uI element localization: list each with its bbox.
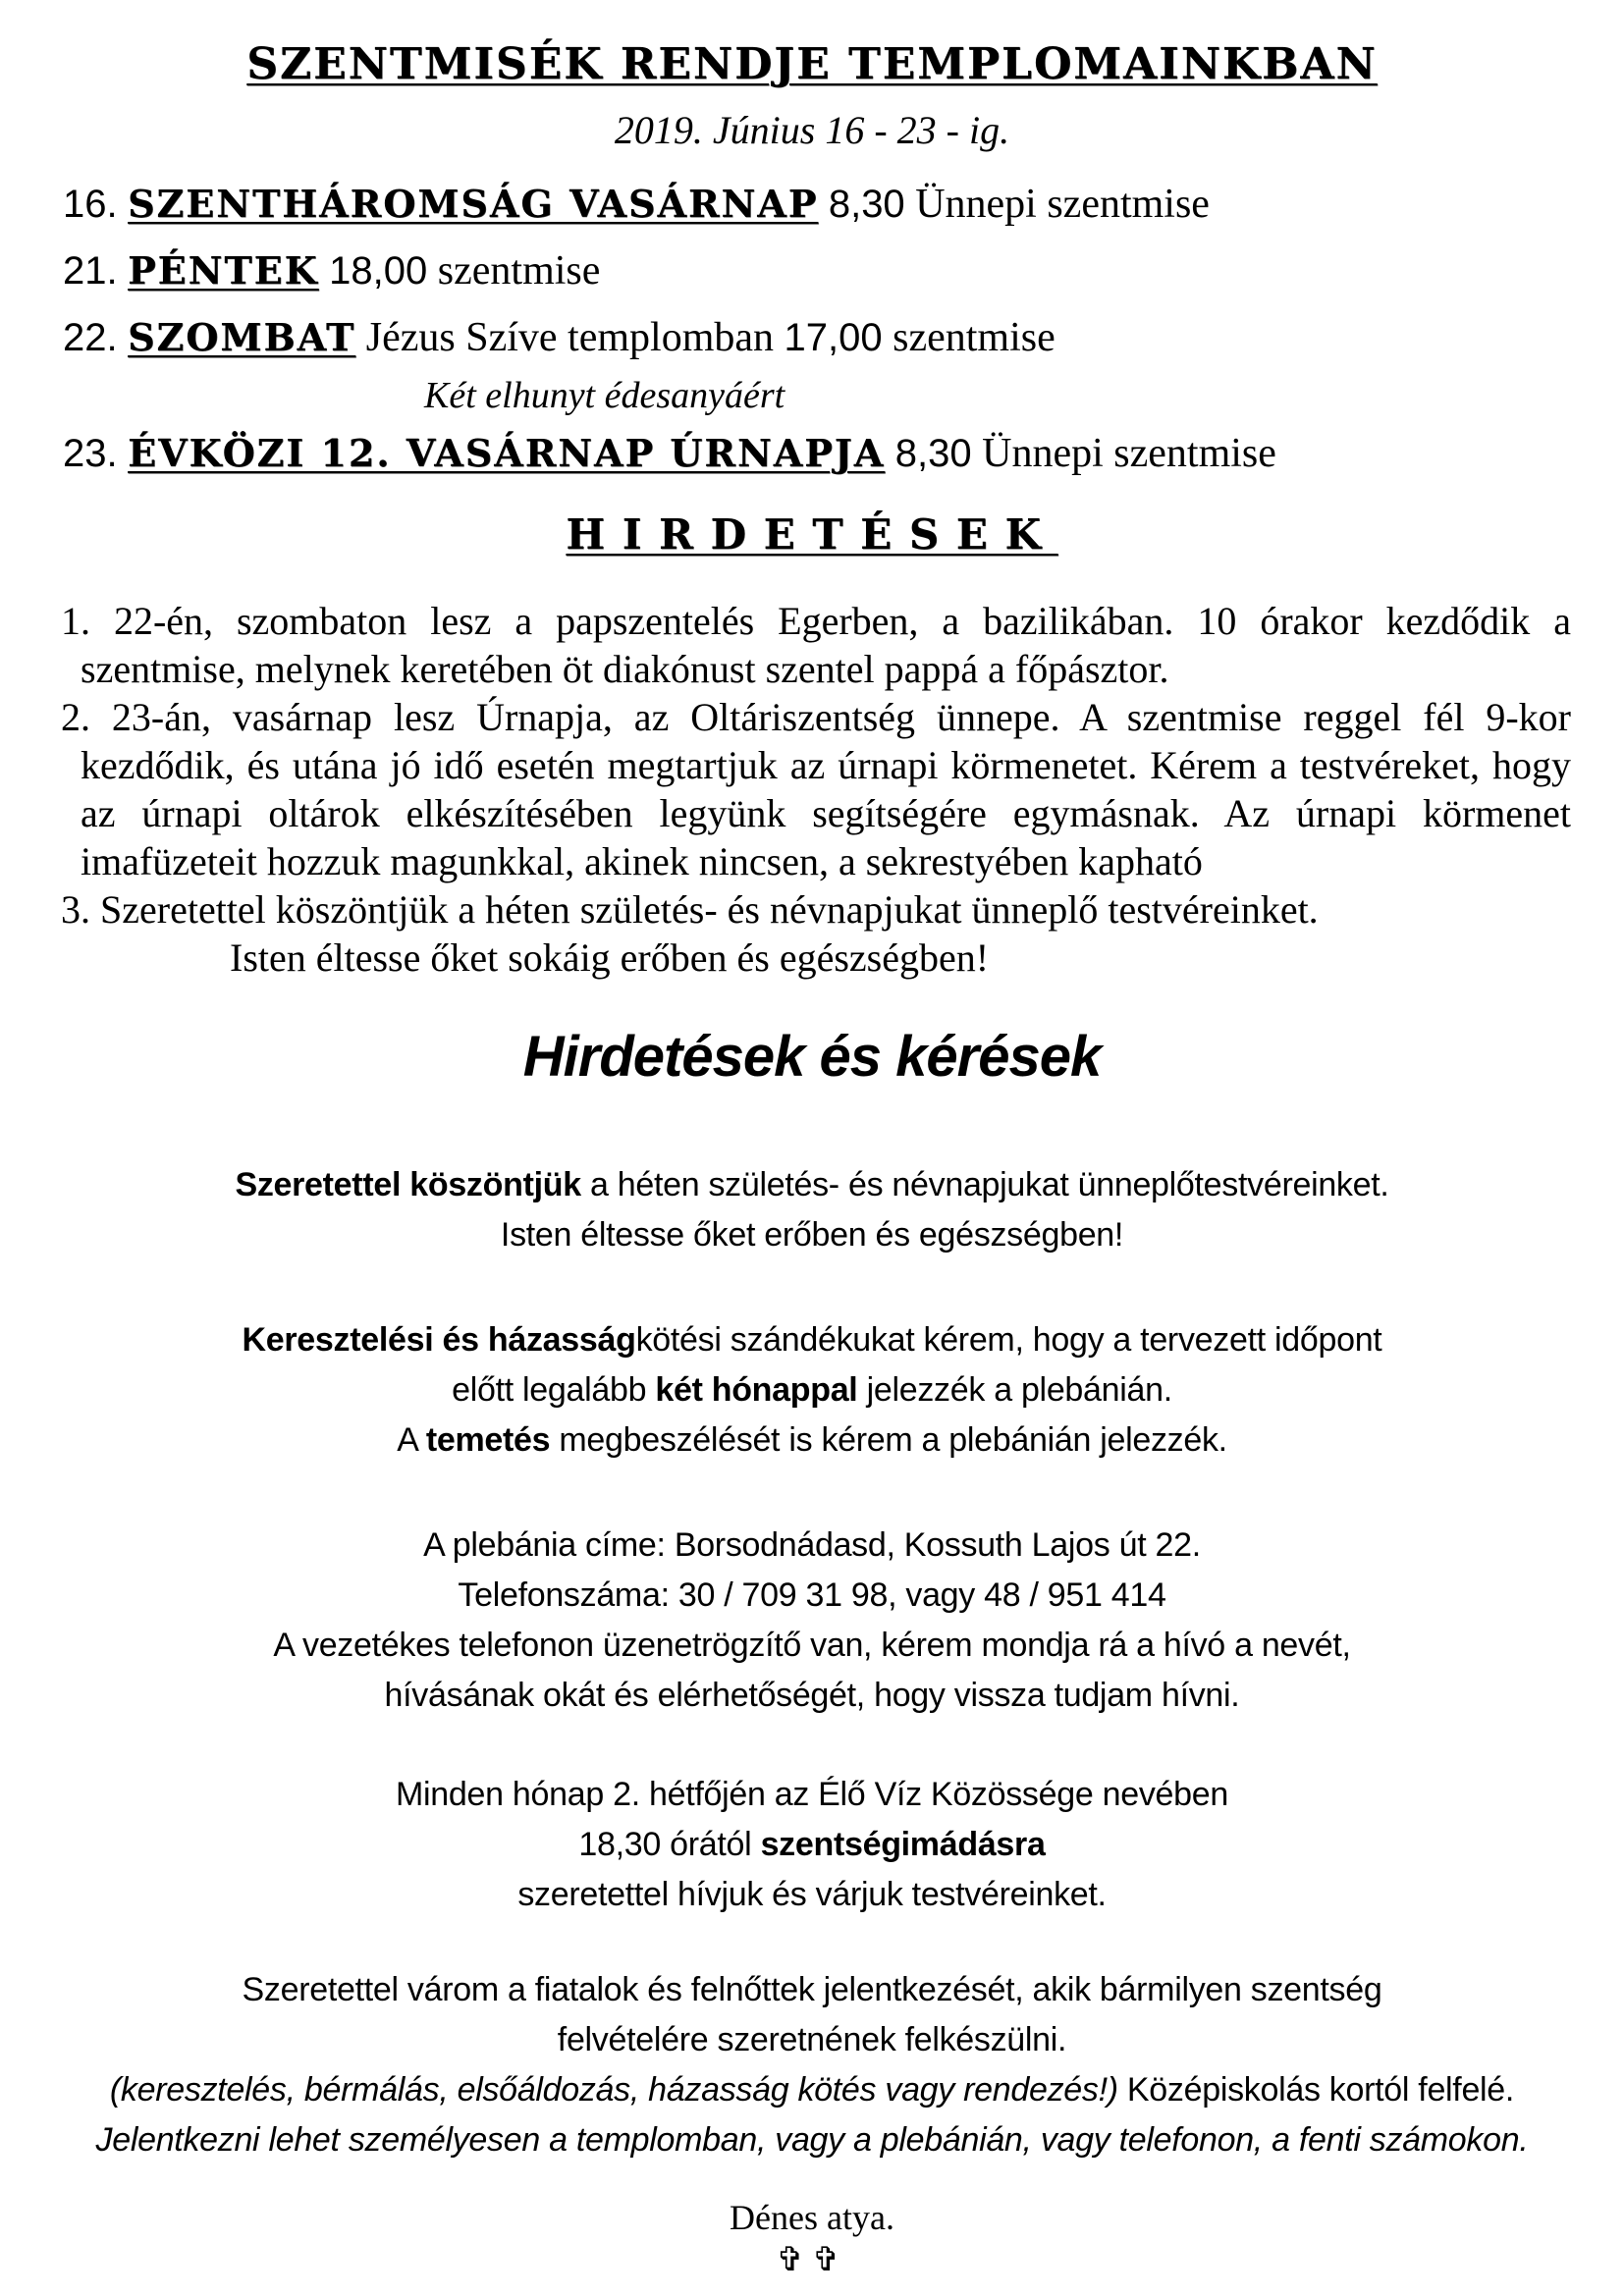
- mass-intention-note: Két elhunyt édesanyáért: [424, 375, 785, 416]
- sacraments-bold: Keresztelési és házasság: [242, 1321, 636, 1359]
- sacraments-post: megbeszélését is kérem a plebánián jelezzék.: [550, 1421, 1227, 1459]
- invitation-block: [53, 1965, 1571, 2165]
- schedule-day-name: ÉVKÖZI 12. VASÁRNAP ÚRNAPJA: [128, 431, 886, 475]
- adoration-line: [53, 1820, 1571, 1870]
- sacraments-line: [53, 1365, 1571, 1415]
- schedule-time: 18,00: [329, 249, 428, 293]
- contact-note-line: hívásának okát és elérhetőségét, hogy vissza tudjam hívni.: [384, 1677, 1240, 1714]
- schedule-row: [63, 238, 1571, 304]
- greeting-line: [53, 1160, 1571, 1210]
- schedule-time: 8,30: [894, 432, 972, 475]
- schedule-day-number: 23.: [63, 432, 118, 475]
- announcement-number: 3.: [61, 887, 90, 932]
- announcement-text: 22-én, szombaton lesz a papszentelés Egerben, a bazilikában. 10 órakor kezdődik a szentmise, melynek keretében öt diakónust szentel pappá a főpásztor.: [81, 599, 1571, 691]
- schedule-mass-type: Ünnepi szentmise: [982, 431, 1276, 476]
- schedule-day-name: SZENTHÁROMSÁG VASÁRNAP: [128, 182, 819, 226]
- schedule-row: [63, 420, 1571, 487]
- page-title: SZENTMISÉK RENDJE TEMPLOMAINKBAN: [246, 39, 1378, 89]
- greeting-block: [53, 1160, 1571, 1260]
- sacraments-line: [53, 1315, 1571, 1365]
- invitation-line: [53, 2065, 1571, 2115]
- contact-note-line: A vezetékes telefonon üzenetrögzítő van, kérem mondja rá a hívó a nevét,: [273, 1627, 1351, 1664]
- announcement-text: Szeretettel köszöntjük a héten születés- és névnapjukat ünneplő testvéreinket.: [100, 887, 1319, 932]
- announcement-text: 23-án, vasárnap lesz Úrnapja, az Oltáriszentség ünnepe. A szentmise reggel fél 9-kor kezdődik, és utána jó idő esetén megtartjuk az úrnapi körmenetet. Kérem a testvéreket, hogy az úrnapi oltárok elkészítésében legyünk segítségére egymásnak. Az úrnapi körmenet imafüzeteit hozzuk magunkkal, akinek nincsen, a sekrestyében kapható: [81, 695, 1572, 883]
- invitation-line: Jelentkezni lehet személyesen a templomban, vagy a plebánián, vagy telefonon, a fenti számokon.: [95, 2121, 1529, 2159]
- schedule-row: [63, 304, 1571, 371]
- sacraments-pre: A: [397, 1421, 426, 1459]
- announcements-closing: Isten éltesse őket sokáig erőben és egészségben!: [230, 935, 990, 980]
- schedule-day-number: 21.: [63, 249, 118, 293]
- adoration-line: szeretettel hívjuk és várjuk testvéreinket.: [517, 1876, 1107, 1913]
- invitation-rest: Középiskolás kortól felfelé.: [1117, 2071, 1515, 2109]
- requests-heading: Hirdetések és kérések: [522, 1025, 1102, 1089]
- adoration-bold: szentségimádásra: [760, 1826, 1046, 1863]
- cross-icon: ✞✞: [776, 2240, 848, 2279]
- invitation-line: Szeretettel várom a fiatalok és felnőttek jelentkezését, akik bármilyen szentség: [242, 1971, 1382, 2008]
- date-range: 2019. Június 16 - 23 - ig.: [614, 108, 1010, 152]
- sacraments-post: jelezzék a plebánián.: [857, 1371, 1172, 1409]
- adoration-pre: 18,30 órától: [578, 1826, 761, 1863]
- adoration-block: [53, 1770, 1571, 1920]
- parish-address: A plebánia címe: Borsodnádasd, Kossuth Lajos út 22.: [423, 1526, 1201, 1564]
- greeting-line: Isten éltesse őket erőben és egészségben!: [500, 1216, 1124, 1254]
- parish-phone: Telefonszáma: 30 / 709 31 98, vagy 48 / 951 414: [458, 1576, 1166, 1614]
- adoration-line: Minden hónap 2. hétfőjén az Élő Víz Közössége nevében: [396, 1776, 1228, 1813]
- sacraments-bold: temetés: [425, 1421, 551, 1459]
- invitation-italic: (keresztelés, bérmálás, elsőáldozás, házasság kötés vagy rendezés!): [109, 2071, 1118, 2109]
- sacraments-pre: előtt legalább: [452, 1371, 656, 1409]
- schedule-location: Jézus Szíve templomban: [365, 315, 775, 360]
- contact-block: [53, 1521, 1571, 1721]
- sacraments-rest: kötési szándékukat kérem, hogy a tervezett időpont: [635, 1321, 1382, 1359]
- schedule-time: 8,30: [828, 183, 905, 226]
- announcement-number: 2.: [61, 695, 90, 739]
- announcement-item: [53, 885, 1571, 934]
- announcements-heading: HIRDETÉSEK: [566, 510, 1058, 559]
- sacraments-line: [53, 1415, 1571, 1466]
- schedule-day-number: 22.: [63, 316, 118, 359]
- schedule-mass-type: szentmise: [437, 248, 601, 294]
- schedule-day-name: SZOMBAT: [128, 315, 356, 359]
- schedule-day-name: PÉNTEK: [128, 248, 319, 293]
- signature: Dénes atya.: [730, 2198, 894, 2237]
- invitation-line: felvételére szeretnének felkészülni.: [557, 2021, 1067, 2058]
- greeting-rest: a héten születés- és névnapjukat ünneplőtestvéreinket.: [580, 1166, 1389, 1203]
- schedule-time: 17,00: [784, 316, 883, 359]
- announcement-item: [53, 693, 1571, 885]
- greeting-bold: Szeretettel köszöntjük: [235, 1166, 581, 1203]
- schedule-mass-type: Ünnepi szentmise: [915, 182, 1210, 227]
- announcements-list: [53, 597, 1571, 982]
- schedule-day-number: 16.: [63, 183, 118, 226]
- schedule-row: [63, 171, 1571, 238]
- schedule-mass-type: szentmise: [893, 315, 1056, 360]
- sacraments-bold: két hónappal: [655, 1371, 858, 1409]
- announcement-item: [53, 597, 1571, 693]
- sacraments-block: [53, 1315, 1571, 1466]
- mass-schedule: [63, 171, 1571, 487]
- announcement-number: 1.: [61, 599, 90, 643]
